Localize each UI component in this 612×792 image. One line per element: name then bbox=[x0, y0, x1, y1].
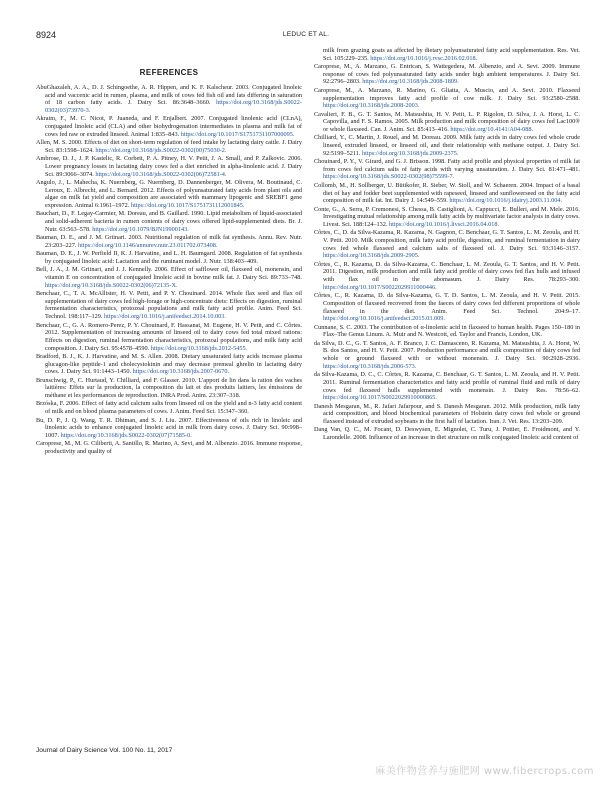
page-number: 8924 bbox=[36, 30, 57, 40]
reference-entry bbox=[36, 400, 302, 415]
reference-entry bbox=[36, 210, 302, 233]
reference-text: Ambrose, D. J., J. P. Kastelic, R. Corbett, P. A. Pitney, H. V. Petit, J. A. Small, and P. Zalkovic. 2006. Lower pregnancy losses in lactating dairy cows fed a diet enriched in alpha-linolenic acid. J. Dairy Sci. 89:3066–3074. bbox=[36, 155, 302, 178]
reference-text: Côrtes, C., R. Kazama, D. da Silva-Kazama, C. Benchaar, L. M. Zeoula, G. T. Santos, and H. V. Petit. 2011. Digestion, milk production and milk fatty acid profile of dairy cows fed flax hulls and infused with flax oil in the abomasum. J. Dairy Res. 78:293–300. bbox=[314, 260, 580, 284]
reference-entry bbox=[314, 47, 580, 62]
reference-text: Chouinard, P. Y., V. Girard, and G. J. Brisson. 1998. Fatty acid profile and physical properties of milk fat from cows fed calcium salts of fatty acids with varying unsaturation. J. Dairy Sci. 81:471–481. bbox=[314, 158, 580, 173]
reference-text: Bauchart, D., F. Legay-Carmier, M. Doreau, and B. Gaillard. 1990. Lipid metabolism of liquid-associated and solid-adherent bacteria in rumen contents of dairy cows offered lipid-supplemented diets. Br. J. Nutr. 63:563–578. bbox=[36, 210, 302, 233]
reference-list-left bbox=[36, 84, 302, 456]
doi-link[interactable]: https://doi.org/10.1016/j.idairyj.2003.11.004. bbox=[449, 197, 563, 205]
references-heading: REFERENCES bbox=[139, 68, 199, 77]
doi-link[interactable]: https://doi.org/10.3168/jds.S0022-0302(07)71585-0. bbox=[60, 431, 192, 439]
reference-text: Dang Van, Q. C., M. Focant, D. Deswysen, E. Mignolet, C. Turu, J. Pottier, E. Froidmont, and Y. Larondelle. 2008. Influence of an increase in diet structure on milk conjugated linoleic acid content of bbox=[314, 426, 580, 442]
doi-link[interactable]: https://doi.org/10.1146/annurev.nutr.23.011702.073408. bbox=[78, 241, 218, 249]
reference-entry bbox=[314, 182, 580, 205]
reference-entry bbox=[314, 261, 580, 292]
reference-text: Bradford, B. J., K. J. Harvatine, and M. S. Allen. 2008. Dietary unsaturated fatty acids increase plasma glucagon-like peptide-1 and cholecystokinin and may decrease premeal ghrelin in lactating dairy cows. J. Dairy Sci. 91:1443–1450. bbox=[36, 352, 302, 376]
reference-entry bbox=[36, 84, 302, 115]
reference-entry bbox=[36, 234, 302, 249]
reference-entry bbox=[314, 403, 580, 426]
reference-entry bbox=[314, 324, 580, 339]
doi-link[interactable]: https://doi.org/10.1017/S0022029910000865. bbox=[323, 394, 437, 402]
doi-link[interactable]: https://doi.org/10.3168/jds.2007-0670. bbox=[132, 368, 230, 376]
reference-text: milk from grazing goats as affected by dietary polyunsaturated fatty acid supplementation. Res. Vet. Sci. 105:229–235. bbox=[323, 47, 580, 62]
reference-text: Allen, M. S. 2000. Effects of diet on short-term regulation of feed intake by lactating dairy cattle. J. Dairy Sci. 83:1598–1624. bbox=[36, 139, 302, 154]
references-left-column bbox=[36, 68, 302, 456]
reference-entry bbox=[314, 134, 580, 157]
reference-text: Côrtes, C., R. Kazama, D. da Silva-Kazama, G. T. D. Santos, L. M. Zeoula, and H. V. Petit. 2015. Composition of flaxseed recovered from the faeces of dairy cows fed different proportions of whole flaxseed in the diet. Anim. Feed Sci. Technol. 204:9–17. bbox=[314, 292, 580, 315]
doi-link[interactable]: https://doi.org/10.4141/A04-088. bbox=[450, 125, 534, 133]
reference-text: Brzóska, F. 2006. Effect of fatty acid calcium salts from linseed oil on the yield and n-3 fatty acid content of milk and on blood plasma parameters of cows. J. Anim. Feed Sci. 15:347–360. bbox=[36, 400, 302, 416]
reference-text: Bauman, D. E., J. W. Perfield II, K. J. Harvatine, and L. H. Baumgard. 2008. Regulation of fat synthesis by conjugated linoleic acid: Lactation and the ruminant model. J. Nutr. 138:403–409. bbox=[36, 250, 302, 265]
reference-entry bbox=[314, 206, 580, 229]
doi-link[interactable]: https://doi.org/10.1016/j.livsci.2016.04.018. bbox=[388, 220, 500, 228]
reference-text: AbuGhazaleh, A. A., D. J. Schingoethe, A. R. Hippen, and K. F. Kalscheur. 2003. Conjugated linoleic acid and vaccenic acid in rumen, plasma, and milk of cows fed fish oil and fats differing in saturation of 18 carbon fatty acids. J. Dairy Sci. 86:3648–3660. bbox=[36, 84, 302, 107]
doi-link[interactable]: https://doi.org/10.3168/jds.2006-573. bbox=[323, 362, 417, 370]
reference-entry bbox=[36, 377, 302, 400]
doi-link[interactable]: https://doi.org/10.1017/S1751731112001845. bbox=[130, 202, 245, 210]
reference-text: da Silva, D. C., G. T. Santos, A. F. Branco, J. C. Damasceno, R. Kazama, M. Matsushita, J. A. Horst, W. B. dos Santos, and H. V. Petit. 2007. Production performance and milk composition of dairy cows fed whole or ground flaxseed with or without monensin. J. Dairy Sci. 90:2928–2936. bbox=[314, 339, 580, 363]
reference-entry bbox=[36, 139, 302, 154]
reference-entry bbox=[314, 340, 580, 371]
reference-entry bbox=[36, 290, 302, 321]
reference-text: Benchaar, C., G. A. Romero-Perez, P. Y. Chouinard, F. Hassanat, M. Eugene, H. V. Petit, and C. Côrtes. 2012. Supplementation of increasing amounts of linseed oil to dairy cows fed total mixed rations: Effects on digestion, ruminal fermentation characteristics, protozoal populations, and milk fatty acid composition. J. Dairy Sci. 95:4578–4590. bbox=[36, 321, 302, 352]
reference-text: Bauman, D. E., and J. M. Griinari. 2003. Nutritional regulation of milk fat synthesis. Annu. Rev. Nutr. 23:203–227. bbox=[36, 234, 302, 249]
reference-text: Cunnane, S. C. 2003. The contribution of α-linolenic acid in flaxseed to human health. Pages 150–180 in Flax–The Genus Linum. A. Muir and N. Westcott, ed. Taylor and Francis, London, UK. bbox=[314, 323, 580, 339]
reference-text: Caroprese, M., M. G. Ciliberti, A. Santillo, R. Marino, A. Sevi, and M. Albenzio. 2016. Immune response, productivity and quality of bbox=[36, 440, 302, 455]
reference-entry bbox=[314, 87, 580, 110]
reference-text: Angulo, J., L. Mahecha, K. Nuernberg, G. Nuernberg, D. Dannenberger, M. Olivera, M. Boutinaud, C. Leroux, E. Albrecht, and L. Bernard. 2012. Effects of polyunsaturated fatty acids from plant oils and algae on milk fat yield and composition are associated with mammary lipogenic and SREBF1 gene expression. Animal 6:1961–1972. bbox=[36, 179, 302, 210]
reference-text: Benchaar, C., T. A. McAllister, H. V. Petit, and P. Y. Chouinard. 2014. Whole flax seed and flax oil supplementation of dairy cows fed high-forage or high-concentrate diets: Effects on digestion, ruminal fermentation characteristics, protozoal populations and milk fatty acid profile. Anim. Feed Sci. Technol. 198:117–129. bbox=[36, 290, 302, 321]
doi-link[interactable]: https://doi.org/10.3168/jds.2009-2375. bbox=[362, 149, 459, 157]
doi-link[interactable]: https://doi.org/10.3168/jds.S0022-0302(03)73970-3. bbox=[45, 99, 302, 115]
doi-link[interactable]: https://doi.org/10.1017/S1751731107000095. bbox=[180, 130, 295, 138]
doi-link[interactable]: https://doi.org/10.3168/jds.S0022-0302(06)72581-4. bbox=[95, 170, 227, 178]
reference-text: Côrtes, C., D. da Silva-Kazama, R. Kazama, N. Gagnon, C. Benchaar, G. T. Santos, L. M. Zeoula, and H. V. Petit. 2010. Milk composition, milk fatty acid profile, digestion, and ruminal fermentation in dairy cows fed whole flaxseed and calcium salts of flaxseed oil. J. Dairy Sci. 93:3146–3157. bbox=[314, 229, 580, 252]
reference-entry bbox=[36, 353, 302, 376]
reference-text: Bu, D. P., J. Q. Wang, T. R. Dhiman, and S. J. Liu. 2007. Effectiveness of oils rich in linoleic and linolenic acids to enhance conjugated linoleic acid in milk from dairy cows. J. Dairy Sci. 90:998–1007. bbox=[36, 416, 302, 439]
reference-entry bbox=[36, 266, 302, 289]
reference-entry bbox=[36, 440, 302, 455]
reference-text: Caroprese, M., A. Marzano, R. Marino, G. Gliatta, A. Muscio, and A. Sevi. 2010. Flaxseed supplementation improves fatty acid profile of cow milk. J. Dairy Sci. 93:2580–2588. bbox=[314, 86, 580, 102]
reference-entry bbox=[314, 371, 580, 402]
reference-entry bbox=[314, 426, 580, 441]
reference-entry bbox=[36, 322, 302, 353]
reference-text: Collomb, M., H. Sollberger, U. Bütikofer, R. Sieber, W. Stoll, and W. Schaeren. 2004. Impact of a basal diet of hay and fodder beet supplemented with rapeseed, linseed and sunflowerseed on the fatty acid composition of milk fat. Int. Dairy J. 14:549–559. bbox=[314, 181, 580, 205]
reference-text: Chilliard, Y., C. Martin, J. Rouel, and M. Doreau. 2009. Milk fatty acids in dairy cows fed whole crude linseed, extruded linseed, or linseed oil, and their relationship with methane output. J. Dairy Sci. 92:5199–5211. bbox=[314, 134, 580, 157]
reference-entry bbox=[314, 292, 580, 323]
watermark: 麻美作物营养与施肥网 www.fibercrops.com bbox=[375, 766, 594, 777]
reference-text: Brunschwig, P., C. Hurtaud, Y. Chilliard, and F. Glasser. 2010. L'apport de lin dans la ration des vaches laitières: Effets sur la production, la composition du lait et des produits laitiers, les émissions de méthane et les performances de reproduction. INRA Prod. Anim. 23:307–318. bbox=[36, 376, 302, 400]
doi-link[interactable]: https://doi.org/10.3168/jds.2008-1809. bbox=[362, 78, 459, 86]
reference-entry bbox=[314, 158, 580, 181]
doi-link[interactable]: https://doi.org/10.1016/j.rvsc.2016.02.018. bbox=[370, 54, 478, 62]
reference-list-right bbox=[314, 47, 580, 442]
reference-text: da Silva-Kazama, D. C., C. Côrtes, R. Kazama, C. Benchaar, G. T. Santos, L. M. Zeoula, and H. V. Petit. 2011. Ruminal fermentation characteristics and fatty acid profile of ruminal fluid and milk of dairy cows fed flaxseed hulls supplemented with monensin. J. Dairy Res. 78:56–62. bbox=[314, 371, 580, 394]
doi-link[interactable]: https://doi.org/10.3168/jds.S0022-0302(00)75030-2. bbox=[95, 146, 227, 154]
reference-entry bbox=[36, 417, 302, 440]
reference-entry bbox=[314, 111, 580, 134]
reference-text: Bell, J. A., J. M. Griinari, and J. J. Kennelly. 2006. Effect of safflower oil, flaxseed oil, monensin, and vitamin E on concentration of conjugated linoleic acid in bovine milk fat. J. Dairy Sci. 89:733–748. bbox=[36, 266, 302, 281]
doi-link[interactable]: https://doi.org/10.3168/jds.2008-2003. bbox=[323, 102, 420, 110]
doi-link[interactable]: https://doi.org/10.3168/jds.2012-5455. bbox=[150, 344, 248, 352]
doi-link[interactable]: https://doi.org/10.1079/BJN19900143. bbox=[92, 225, 189, 233]
references-right-column bbox=[314, 47, 580, 442]
doi-link[interactable]: https://doi.org/10.1016/j.anifeedsci.2015.03.009. bbox=[323, 315, 445, 323]
journal-footer: Journal of Dairy Science Vol. 100 No. 11, 2017 bbox=[36, 747, 173, 754]
doi-link[interactable]: https://doi.org/10.1016/j.anifeedsci.2014.10.003. bbox=[104, 313, 226, 321]
reference-entry bbox=[36, 115, 302, 138]
doi-link[interactable]: https://doi.org/10.1017/S0022029911000446. bbox=[323, 283, 437, 291]
reference-text: Cavalieri, F. B., G. T. Santos, M. Matsushita, H. V. Petit, L. P. Rigolon, D. Silva, J. A. Horst, L. C. Capovilla, and F. S. Ramos. 2005. Milk production and milk composition of dairy cows fed Lac100® or whole flaxseed. Can. J. Anim. Sci. 85:413–416. bbox=[314, 110, 580, 133]
doi-link[interactable]: https://doi.org/10.3168/jds.2009-2905. bbox=[323, 252, 420, 260]
reference-entry bbox=[36, 155, 302, 178]
reference-entry bbox=[314, 63, 580, 86]
reference-text: Danesh Mesgaran, M., R. Jafari Jafarpour, and S. Danesh Mesgaran. 2012. Milk production, milk fatty acid composition, and blood biochemical parameters of Holstein dairy cows fed whole or ground flaxseed instead of extruded soybeans in the first half of lactation. Iran. J. Vet. Res. 13:203–209. bbox=[314, 402, 580, 426]
running-head: LEDUC ET AL. bbox=[282, 31, 330, 38]
reference-entry bbox=[36, 250, 302, 265]
reference-entry bbox=[36, 179, 302, 210]
doi-link[interactable]: https://doi.org/10.3168/jds.S0022-0302(98)75599-7. bbox=[323, 173, 455, 181]
reference-text: Akraim, F., M. C. Nicot, P. Juaneda, and F. Enjalbert. 2007. Conjugated linolenic acid (CLnA), conjugated linoleic acid (CLA) and other biohydrogenation intermediates in plasma and milk fat of cows fed raw or extruded linseed. Animal 1:835–843. bbox=[36, 115, 302, 138]
doi-link[interactable]: https://doi.org/10.3168/jds.S0022-0302(06)72135-X. bbox=[45, 281, 178, 289]
reference-entry bbox=[314, 229, 580, 260]
reference-text: Conte, G., A. Serra, P. Cremonesi, S. Chessa, B. Castiglioni, A. Cappucci, E. Bulleri, and M. Mele. 2016. Investigating mutual relationship among milk fatty acids by multivariate factor analysis in dairy cows. Livest. Sci. 188:124–132. bbox=[314, 205, 580, 228]
reference-text: Caroprese, M., A. Marzano, G. Entrican, S. Wattegedera, M. Albenzio, and A. Sevi. 2009. Immune response of cows fed polyunsaturated fatty acids under high ambient temperatures. J. Dairy Sci. 92:2796–2803. bbox=[314, 63, 580, 86]
